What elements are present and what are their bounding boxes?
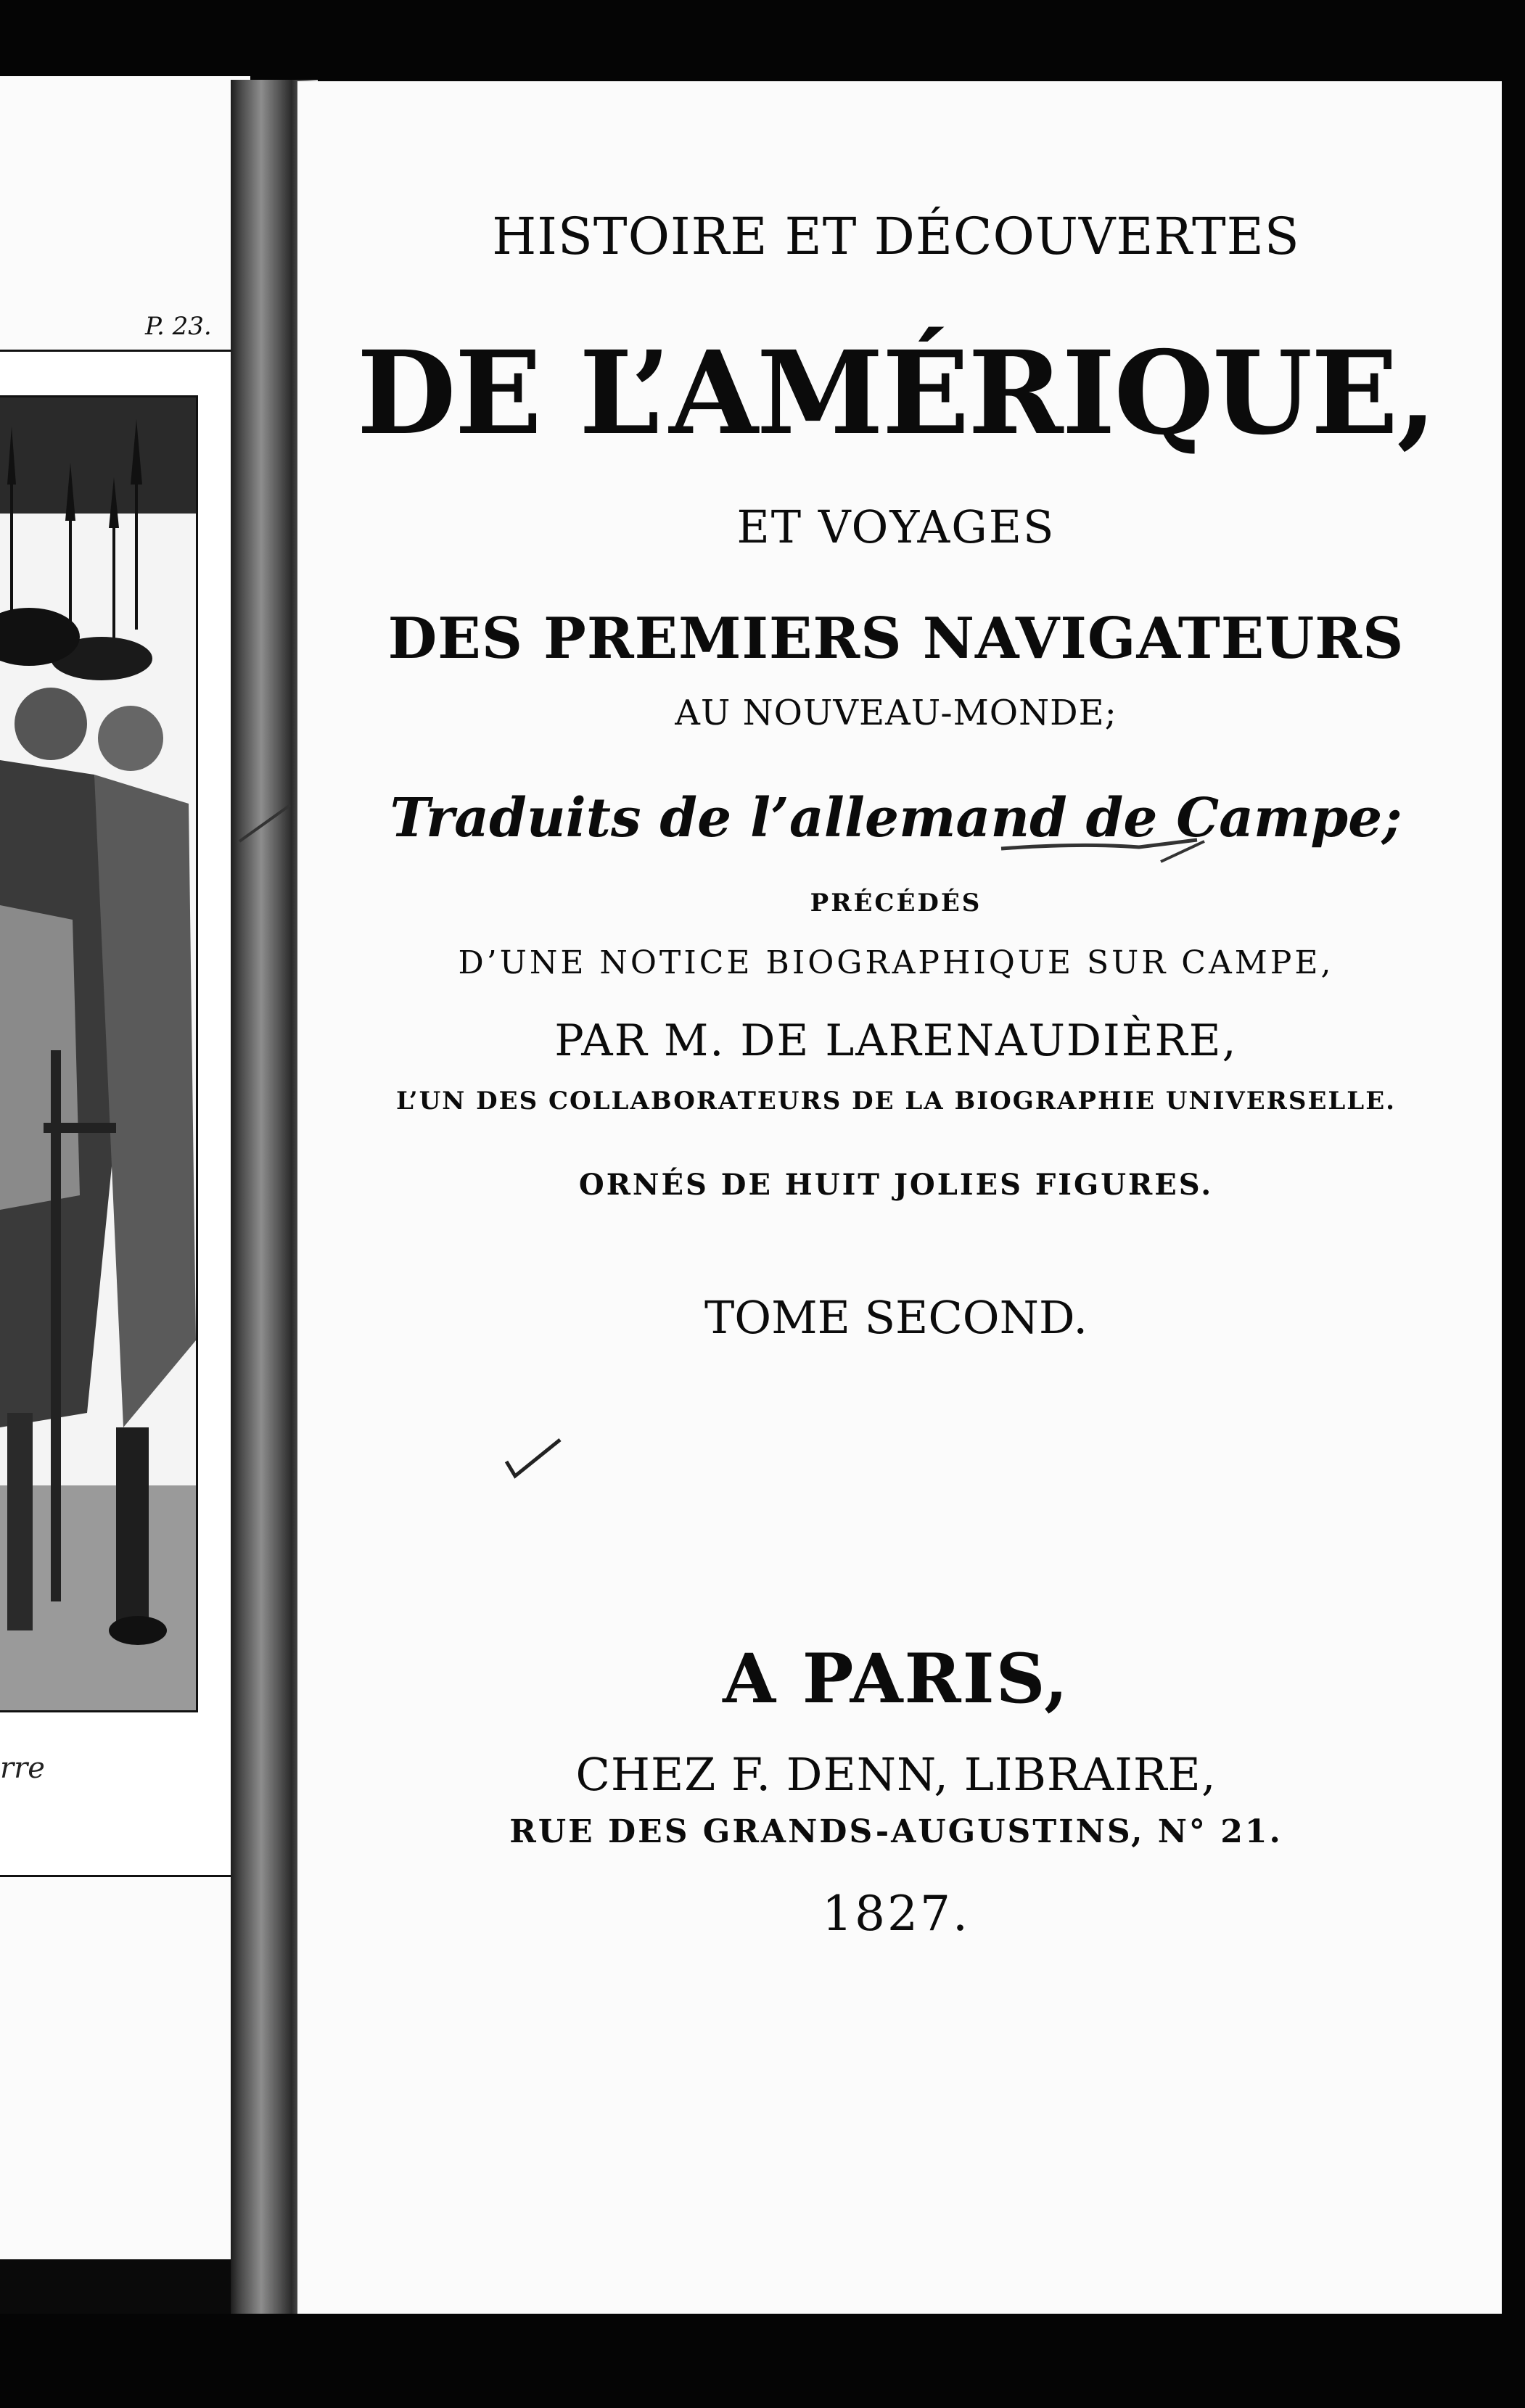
scan-border-bottom — [0, 2314, 1525, 2408]
main-title: DE L’AMÉRIQUE, — [356, 326, 1436, 461]
imprint-year: 1827. — [822, 1886, 970, 1942]
title-line-navigateurs: DES PREMIERS NAVIGATEURS — [387, 606, 1405, 672]
collaborator-line: L’UN DES COLLABORATEURS DE LA BIOGRAPHIE UNIVERSELLE. — [396, 1087, 1396, 1116]
plate-reference: P. 23. — [145, 312, 212, 341]
preceded-label: PRÉCÉDÉS — [810, 888, 982, 918]
engraving-figures — [0, 397, 196, 1710]
pencil-stroke-mark — [232, 798, 297, 849]
pencil-underline-mark — [994, 827, 1212, 870]
translation-note: Traduits de l’allemand de Campe; — [390, 787, 1402, 849]
plate-caption-fragment: rre — [0, 1752, 45, 1785]
title-line-histoire: HISTOIRE ET DÉCOUVERTES — [492, 207, 1300, 266]
volume-line: TOME SECOND. — [704, 1291, 1088, 1344]
title-line-nouveau-monde: AU NOUVEAU-MONDE; — [675, 693, 1117, 733]
figures-line: ORNÉS DE HUIT JOLIES FIGURES. — [578, 1168, 1214, 1202]
imprint-address: RUE DES GRANDS-AUGUSTINS, N° 21. — [509, 1813, 1283, 1850]
scan-border-right — [1502, 0, 1525, 2408]
notice-line: D’UNE NOTICE BIOGRAPHIQUE SUR CAMPE, — [458, 944, 1334, 981]
scan-border-top — [0, 0, 1525, 87]
imprint-publisher: CHEZ F. DENN, LIBRAIRE, — [575, 1748, 1217, 1801]
engraving-illustration — [0, 395, 198, 1712]
title-line-voyages: ET VOYAGES — [736, 500, 1056, 553]
author-line: PAR M. DE LARENAUDIÈRE, — [554, 1015, 1238, 1066]
imprint-city: A PARIS, — [723, 1639, 1069, 1719]
pencil-check-mark — [501, 1432, 566, 1483]
